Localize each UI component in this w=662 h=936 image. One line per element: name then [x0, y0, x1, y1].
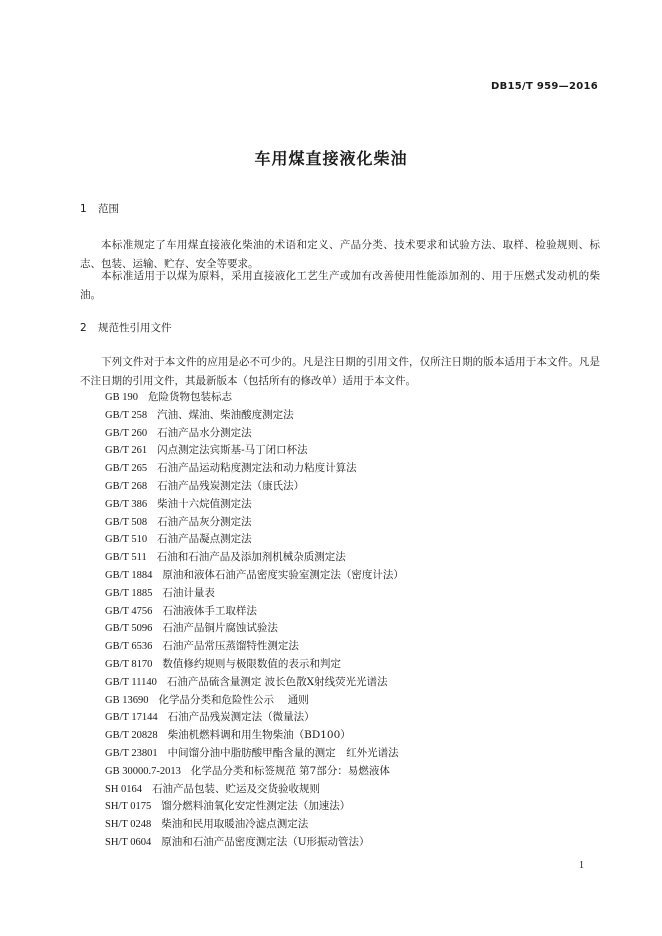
reference-title: 石油和石油产品及添加剂机械杂质测定法: [156, 551, 346, 564]
reference-item: [105, 674, 404, 692]
reference-item: [105, 549, 404, 567]
section-number: 2: [80, 322, 87, 334]
reference-code: GB 190: [105, 392, 138, 403]
reference-title: 石油产品灰分测定法: [157, 515, 252, 528]
reference-title: 石油产品硫含量测定 波长色散X射线荧光光谱法: [166, 675, 388, 688]
reference-item: [105, 620, 404, 638]
reference-item: [105, 603, 404, 621]
reference-title: 石油产品包装、贮运及交货验收规则: [152, 782, 321, 795]
reference-code: GB/T 4756: [105, 605, 153, 617]
reference-title: 柴油机燃料调和用生物柴油（BD100）: [167, 729, 351, 742]
reference-title: 石油产品常压蒸馏特性测定法: [162, 640, 299, 653]
reference-title: 石油计量表: [162, 586, 215, 599]
reference-title: 柴油十六烷值测定法: [157, 497, 252, 510]
reference-item: [105, 834, 404, 852]
reference-item: [105, 585, 404, 603]
reference-title: 石油产品运动粘度测定法和动力粘度计算法: [157, 462, 357, 475]
reference-code: GB/T 260: [105, 427, 148, 439]
reference-item: [105, 460, 404, 478]
reference-code: GB/T 23801: [105, 747, 158, 759]
reference-title: 数值修约规则与极限数值的表示和判定: [162, 657, 341, 670]
reference-title: 原油和石油产品密度测定法（U形振动管法）: [161, 835, 370, 848]
reference-code: GB/T 261: [105, 445, 148, 457]
reference-code: SH/T 0604: [105, 836, 152, 848]
reference-title: 石油产品水分测定法: [157, 426, 252, 439]
reference-code: GB/T 258: [105, 409, 148, 421]
scope-paragraph-2: 本标准适用于以煤为原料，采用直接液化工艺生产或加有改善使用性能添加剂的、用于压燃式发动机的柴油。: [80, 270, 600, 301]
reference-code: GB/T 511: [105, 552, 147, 564]
reference-item: [105, 531, 404, 549]
reference-item: [105, 745, 404, 763]
reference-item: [105, 496, 404, 514]
reference-code: GB/T 265: [105, 463, 148, 475]
reference-item: [105, 798, 404, 816]
reference-code: GB/T 1884: [105, 569, 153, 581]
reference-code: SH 0164: [105, 783, 143, 795]
reference-code: GB/T 8170: [105, 658, 153, 670]
document-id: DB15/T 959—2016: [491, 81, 598, 92]
reference-list: [105, 389, 404, 852]
reference-code: GB/T 268: [105, 480, 148, 492]
reference-item: [105, 389, 404, 407]
reference-item: [105, 763, 404, 781]
reference-title: 石油液体手工取样法: [162, 604, 257, 617]
section-title: 规范性引用文件: [98, 322, 172, 334]
reference-title: 石油产品凝点测定法: [157, 533, 252, 546]
page-number: 1: [579, 860, 584, 871]
reference-code: SH/T 0248: [105, 819, 152, 831]
reference-item: [105, 656, 404, 674]
reference-item: [105, 425, 404, 443]
reference-code: GB/T 17144: [105, 712, 158, 724]
reference-item: [105, 514, 404, 532]
reference-item: [105, 407, 404, 425]
reference-item: [105, 442, 404, 460]
reference-title: 汽油、煤油、柴油酸度测定法: [157, 408, 294, 421]
reference-item: [105, 567, 404, 585]
reference-title: 中间馏分油中脂肪酸甲酯含量的测定 红外光谱法: [167, 746, 399, 759]
reference-title: 化学品分类和危险性公示 通则: [158, 693, 309, 706]
section-heading-scope: [80, 201, 119, 216]
reference-item: [105, 816, 404, 834]
scope-paragraph-1: 本标准规定了车用煤直接液化柴油的术语和定义、产品分类、技术要求和试验方法、取样、检验规则、标志、包装、运输、贮存、安全等要求。: [80, 239, 600, 270]
reference-code: GB 13690: [105, 694, 149, 706]
reference-title: 闪点测定法宾斯基-马丁闭口杯法: [157, 444, 308, 457]
reference-code: GB/T 5096: [105, 623, 153, 635]
reference-item: [105, 727, 404, 745]
reference-title: 危险货物包装标志: [147, 391, 232, 403]
reference-title: 原油和液体石油产品密度实验室测定法（密度计法）: [162, 568, 404, 581]
references-intro-paragraph: 下列文件对于本文件的应用是必不可少的。凡是注日期的引用文件，仅所注日期的版本适用于本文件。凡是不注日期的引用文件，其最新版本（包括所有的修改单）适用于本文件。: [80, 356, 600, 387]
section-number: 1: [80, 203, 87, 215]
section-heading-normative-references: [80, 320, 172, 335]
reference-code: GB/T 510: [105, 534, 148, 546]
reference-code: GB/T 386: [105, 498, 148, 510]
reference-item: [105, 692, 404, 710]
reference-code: GB/T 6536: [105, 641, 153, 653]
reference-item: [105, 638, 404, 656]
reference-item: [105, 478, 404, 496]
reference-code: SH/T 0175: [105, 801, 152, 813]
reference-title: 馏分燃料油氧化安定性测定法（加速法）: [161, 800, 351, 813]
page-title: 车用煤直接液化柴油: [254, 149, 408, 168]
reference-code: GB/T 508: [105, 516, 148, 528]
reference-title: 化学品分类和标签规范 第7部分：易燃液体: [190, 764, 390, 777]
reference-title: 石油产品残炭测定法（康氏法）: [157, 479, 305, 492]
section-title: 范围: [98, 203, 119, 215]
reference-title: 石油产品铜片腐蚀试验法: [162, 622, 278, 635]
reference-code: GB 30000.7-2013: [105, 765, 181, 777]
reference-item: [105, 781, 404, 799]
reference-item: [105, 709, 404, 727]
reference-code: GB/T 20828: [105, 730, 158, 742]
reference-title: 石油产品残炭测定法（微量法）: [167, 711, 315, 724]
reference-code: GB/T 11140: [105, 676, 157, 688]
reference-code: GB/T 1885: [105, 587, 153, 599]
reference-title: 柴油和民用取暖油冷滤点测定法: [161, 818, 309, 831]
